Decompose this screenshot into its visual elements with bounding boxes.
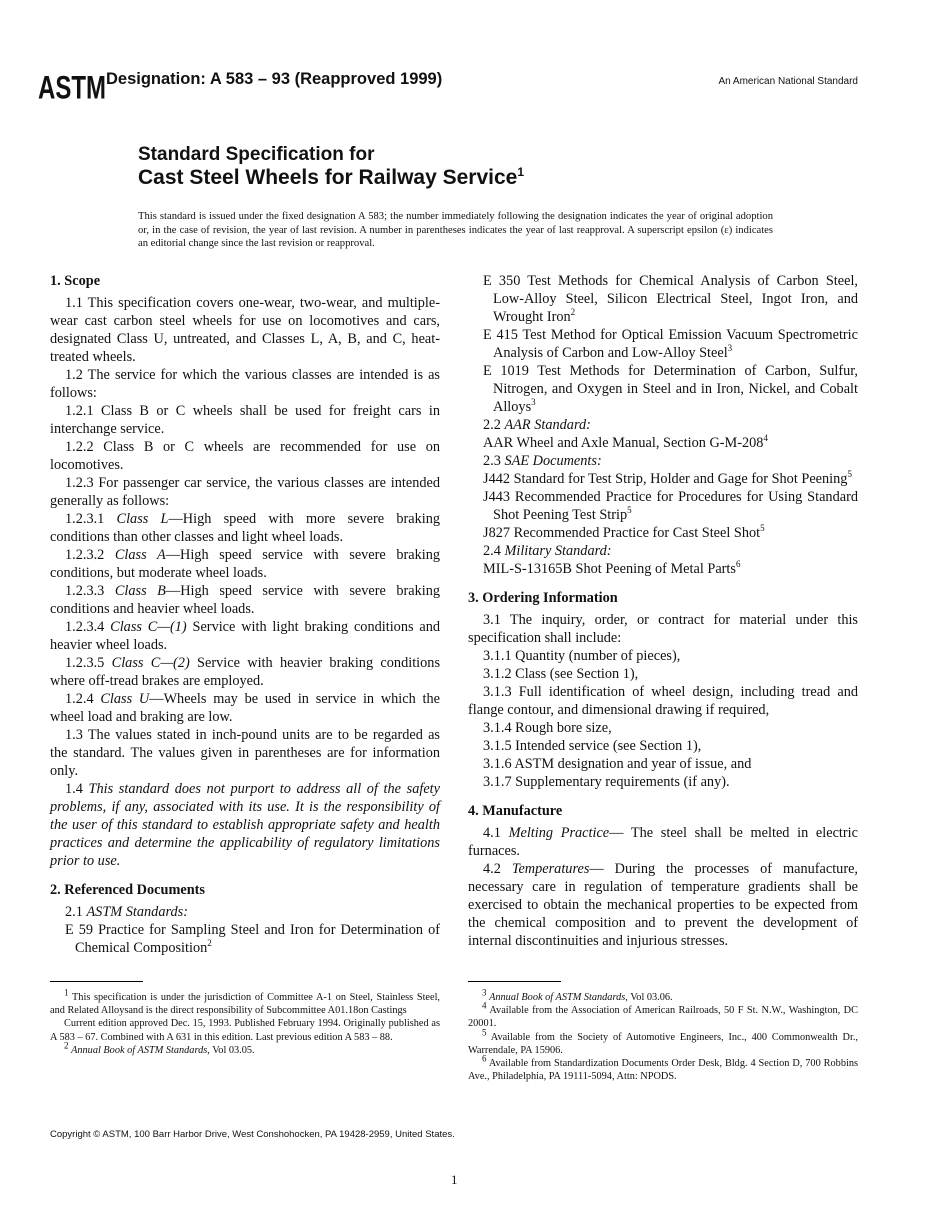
title-footnote-ref: 1 <box>517 165 525 179</box>
footnotes-left <box>50 987 440 1057</box>
para-3-1: 3.1 The inquiry, order, or contract for material under this specification shall include: <box>468 612 858 646</box>
para-2-2: 2.2 AAR Standard: <box>483 417 591 433</box>
ref-e350: E 350 Test Methods for Chemical Analysis of Carbon Steel, Low-Alloy Steel, Silicon Electrical Steel, Ingot Iron, and Wrought Iron$^2$ <box>483 273 858 325</box>
footnote-3: $^3$ Annual Book of ASTM Standards, Vol 03.06. <box>482 987 673 1003</box>
para-3-1-3: 3.1.3 Full identification of wheel design, including tread and flange contour, and dimensional drawing if required, <box>468 684 858 718</box>
ref-j442: J442 Standard for Test Strip, Holder and Gage for Shot Peening$^5$ <box>483 469 852 487</box>
section-1-heading: 1. Scope <box>50 273 101 289</box>
section-2-heading: 2. Referenced Documents <box>50 882 205 898</box>
para-3-1-4: 3.1.4 Rough bore size, <box>483 720 612 736</box>
footnote-1: $^1$ This specification is under the jurisdiction of Committee A-1 on Steel, Stainless Steel, and Related Alloysand is the direct responsibility of Subcommittee A01.18on Castings <box>50 987 440 1017</box>
ref-e1019: E 1019 Test Methods for Determination of Carbon, Sulfur, Nitrogen, and Oxygen in Steel and in Iron, Nickel, and Cobalt Alloys$^3$ <box>483 363 858 415</box>
astm-logo <box>38 62 106 108</box>
footnote-5: $^5$ Available from the Society of Automotive Engineers, Inc., 400 Commonwealth Dr., Warrendale, PA 15906. <box>468 1027 858 1056</box>
footnote-4: $^4$ Available from the Association of American Railroads, 50 F St. N.W., Washington, DC 20001. <box>468 1000 858 1030</box>
para-4-2: 4.2 Temperatures— During the processes of manufacture, necessary care in regulation of temperature gradients shall be exercised to obtain the mechanical properties to be expected from the chemical composition and to prevent the development of internal discontinuities and injurious stresses. <box>468 861 859 949</box>
ref-aar: AAR Wheel and Axle Manual, Section $G-M-208^4$ <box>483 433 768 451</box>
para-1-2-3-4: 1.2.3.4 Class C—(1) Service with light braking conditions and heavier wheel loads. <box>50 619 440 653</box>
ref-mil: MIL-S-13165B Shot Peening of Metal Parts$^6$ <box>483 559 741 577</box>
footnote-2: $^2$ Annual Book of ASTM Standards, Vol 03.05. <box>64 1040 255 1056</box>
american-national-standard: An American National Standard <box>718 76 858 87</box>
para-1-2-3-5: 1.2.3.5 Class C—(2) Service with heavier braking conditions where off-tread brakes are employed. <box>50 655 441 689</box>
para-3-1-2: 3.1.2 Class (see Section 1), <box>483 666 639 682</box>
para-2-4: 2.4 Military Standard: <box>483 543 612 559</box>
para-1-2: 1.2 The service for which the various classes are intended is as follows: <box>50 367 440 401</box>
title-line1: Standard Specification for <box>138 144 375 165</box>
footnote-1b: Current edition approved Dec. 15, 1993. Published February 1994. Originally published as A 583 – 67. Combined with A 631 in this edition. Last previous edition A 583 – 88. <box>50 1018 440 1043</box>
para-2-1: 2.1 ASTM Standards: <box>65 904 188 920</box>
para-1-2-3-3: 1.2.3.3 Class B—High speed service with severe braking conditions and heavier wheel loads. <box>50 583 441 617</box>
para-1-2-3-2: 1.2.3.2 Class A—High speed service with severe braking conditions, but moderate wheel loads. <box>50 547 440 581</box>
para-3-1-7: 3.1.7 Supplementary requirements (if any). <box>483 774 730 790</box>
footnote-rule-right <box>468 981 561 982</box>
para-1-2-2: 1.2.2 Class B or C wheels are recommended for use on locomotives. <box>50 439 440 473</box>
ref-e415: E 415 Test Method for Optical Emission Vacuum Spectrometric Analysis of Carbon and Low-Alloy Steel$^3$ <box>483 327 858 361</box>
para-1-2-1: 1.2.1 Class B or C wheels shall be used for freight cars in interchange service. <box>50 403 440 437</box>
designation: Designation: A 583 – 93 (Reapproved 1999) <box>106 70 443 88</box>
ref-j443: J443 Recommended Practice for Procedures for Using Standard Shot Peening Test Strip$^5$ <box>483 489 858 523</box>
issuance-note: This standard is issued under the fixed designation A 583; the number immediately following the designation indicates the year of original adoption or, in the case of revision, the year of last revision. A number in parentheses indicates the year of last reapproval. A superscript epsilon (ε) indicates an editorial change since the last revision or reapproval. <box>138 211 773 249</box>
ref-j827: J827 Recommended Practice for Cast Steel Shot$^5$ <box>483 523 765 541</box>
para-4-1: 4.1 Melting Practice— The steel shall be melted in electric furnaces. <box>468 825 858 859</box>
para-1-2-3: 1.2.3 For passenger car service, the various classes are intended generally as follows: <box>50 475 440 509</box>
footnotes-right <box>468 987 858 1083</box>
para-1-1: 1.1 This specification covers one-wear, two-wear, and multiple-wear cast carbon steel wheels for use on locomotives and cars, designated Class U, untreated, and Classes L, A, B, and C, heat-treated wheels. <box>50 295 440 365</box>
para-2-3: 2.3 SAE Documents: <box>483 453 602 469</box>
para-1-3: 1.3 The values stated in inch-pound units are to be regarded as the standard. The values given in parentheses are for information only. <box>50 727 440 779</box>
page-number: 1 <box>451 1172 458 1187</box>
para-3-1-6: 3.1.6 ASTM designation and year of issue, and <box>483 756 752 772</box>
astm-logo-text: ASTM <box>38 70 106 107</box>
footnote-rule-left <box>50 981 143 982</box>
para-3-1-5: 3.1.5 Intended service (see Section 1), <box>483 738 702 754</box>
section-3-heading: 3. Ordering Information <box>468 590 618 606</box>
para-1-4: 1.4 This standard does not purport to address all of the safety problems, if any, associated with its use. It is the responsibility of the user of this standard to establish appropriate safety and health practices and determine the applicability of regulatory limitations prior to use. <box>50 781 440 869</box>
para-1-2-3-1: 1.2.3.1 Class L—High speed with more severe braking conditions than other classes and light wheel loads. <box>50 511 440 545</box>
footnote-6: $^6$ Available from Standardization Documents Order Desk, Bldg. 4 Section D, 700 Robbins Ave., Philadelphia, PA 19111-5094, Attn: NPODS. <box>468 1053 858 1083</box>
section-4-heading: 4. Manufacture <box>468 803 563 819</box>
ref-e59: E 59 Practice for Sampling Steel and Iron for Determination of Chemical Composition$^2$ <box>65 922 440 956</box>
left-column <box>50 272 440 957</box>
right-column <box>468 272 858 950</box>
title-line2: Cast Steel Wheels for Railway Service$^1$ <box>138 165 525 189</box>
para-3-1-1: 3.1.1 Quantity (number of pieces), <box>483 648 681 664</box>
copyright: Copyright © ASTM, 100 Barr Harbor Drive, West Conshohocken, PA 19428-2959, United States. <box>50 1129 455 1140</box>
para-1-2-4: 1.2.4 Class U—Wheels may be used in service in which the wheel load and braking are low. <box>50 691 441 725</box>
